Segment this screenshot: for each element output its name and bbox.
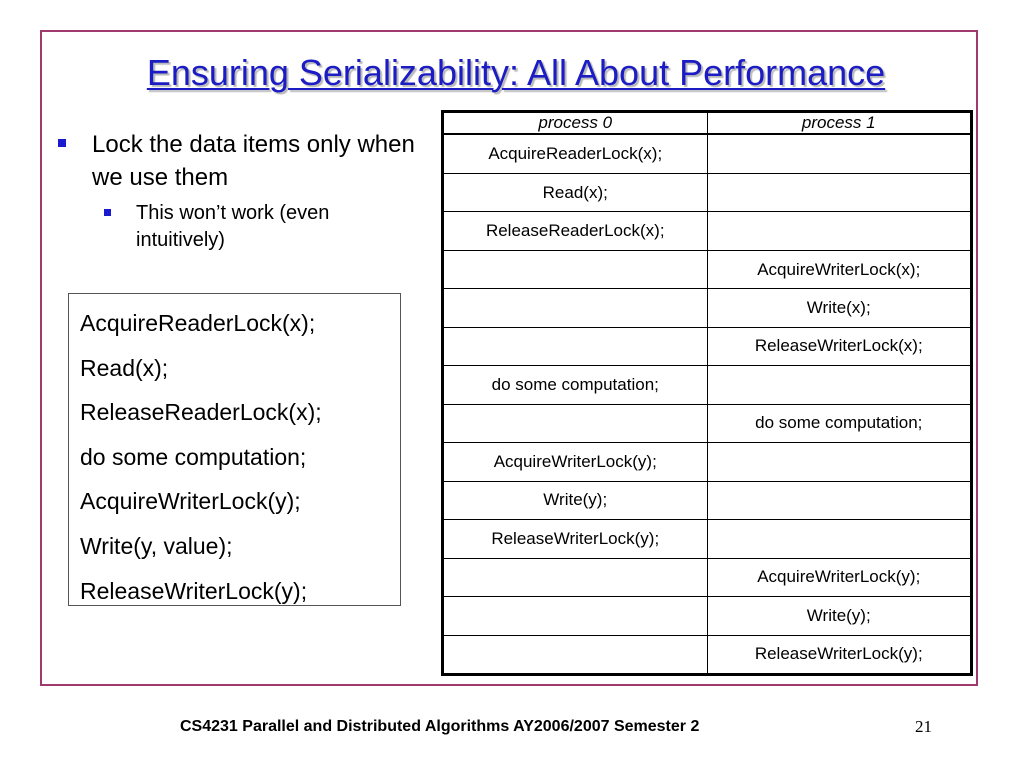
table-cell: ReleaseWriterLock(x); xyxy=(707,327,971,365)
table-row xyxy=(444,173,971,211)
table-cell: ReleaseReaderLock(x); xyxy=(444,212,708,250)
header-process-1: process 1 xyxy=(707,113,971,135)
table-row xyxy=(444,404,971,442)
table-row xyxy=(444,597,971,635)
table-cell xyxy=(444,250,708,288)
bullet-text: Lock the data items only when we use them xyxy=(92,131,415,191)
table-cell xyxy=(707,212,971,250)
table-cell xyxy=(444,327,708,365)
table-cell: AcquireReaderLock(x); xyxy=(444,134,708,173)
table-row xyxy=(444,635,971,674)
schedule-table xyxy=(441,110,973,676)
table-cell: do some computation; xyxy=(444,366,708,404)
table-cell: Write(y); xyxy=(707,597,971,635)
table-row xyxy=(444,212,971,250)
table-cell: AcquireWriterLock(y); xyxy=(444,443,708,481)
table-header-row xyxy=(444,113,971,135)
code-line: AcquireReaderLock(x); xyxy=(80,310,316,336)
code-line: Read(x); xyxy=(80,354,169,381)
code-line: ReleaseWriterLock(y); xyxy=(80,577,308,604)
table-row xyxy=(444,443,971,481)
code-box xyxy=(68,293,401,606)
table-row xyxy=(444,481,971,519)
table-cell xyxy=(707,134,971,173)
code-line: ReleaseReaderLock(x); xyxy=(80,399,322,426)
table-row xyxy=(444,327,971,365)
sub-bullet-item xyxy=(100,200,416,254)
table-row xyxy=(444,134,971,173)
code-line: AcquireWriterLock(y); xyxy=(80,488,301,515)
table-row xyxy=(444,520,971,558)
table-cell xyxy=(444,635,708,674)
page-number: 21 xyxy=(915,717,932,736)
code-line: Write(y, value); xyxy=(80,532,233,559)
bullet-item xyxy=(56,128,416,194)
table-cell: AcquireWriterLock(x); xyxy=(707,250,971,288)
header-process-0: process 0 xyxy=(444,113,708,135)
table-cell xyxy=(444,597,708,635)
table-cell xyxy=(444,289,708,327)
table-cell: do some computation; xyxy=(707,404,971,442)
square-bullet-icon xyxy=(58,139,66,147)
table-cell xyxy=(707,443,971,481)
table-cell xyxy=(707,481,971,519)
table-row xyxy=(444,558,971,596)
code-line: do some computation; xyxy=(80,443,307,470)
table-row xyxy=(444,250,971,288)
bullet-list xyxy=(56,128,416,254)
table-cell: Read(x); xyxy=(444,173,708,211)
square-bullet-icon xyxy=(104,209,111,216)
table-cell xyxy=(444,404,708,442)
table-cell: Write(x); xyxy=(707,289,971,327)
table-cell xyxy=(707,173,971,211)
slide-title: Ensuring Serializability: All About Performance xyxy=(146,52,886,93)
table-cell xyxy=(444,558,708,596)
table-cell: Write(y); xyxy=(444,481,708,519)
table-cell xyxy=(707,366,971,404)
table-cell: ReleaseWriterLock(y); xyxy=(444,520,708,558)
table-row xyxy=(444,289,971,327)
table-cell: ReleaseWriterLock(y); xyxy=(707,635,971,674)
sub-bullet-text: This won’t work (even intuitively) xyxy=(136,202,330,251)
table-cell xyxy=(707,520,971,558)
slide-footer: CS4231 Parallel and Distributed Algorithms AY2006/2007 Semester 2 xyxy=(180,718,700,735)
table-cell: AcquireWriterLock(y); xyxy=(707,558,971,596)
table-row xyxy=(444,366,971,404)
